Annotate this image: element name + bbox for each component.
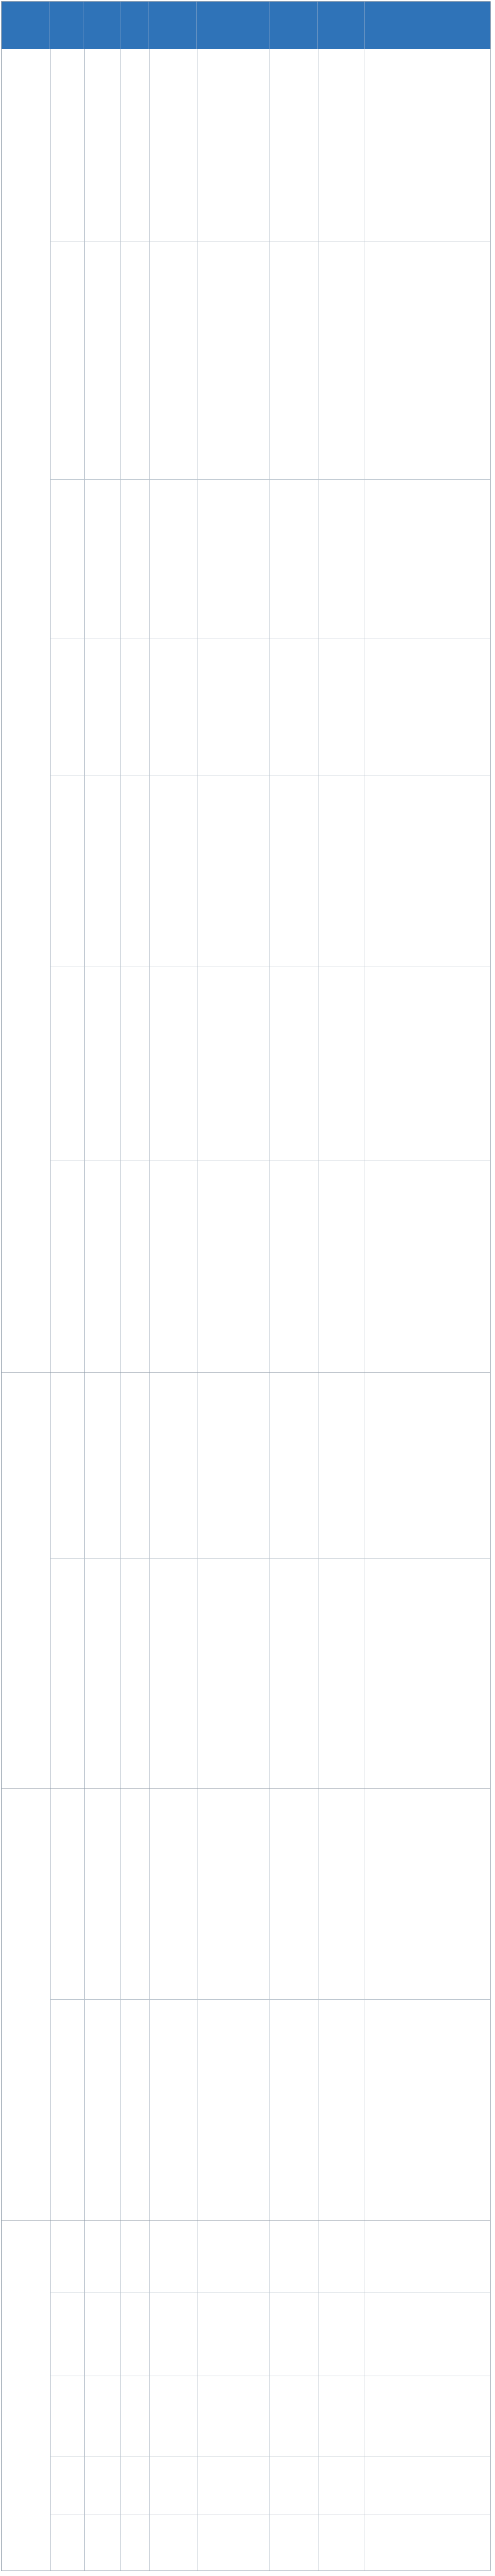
header-cell — [318, 2, 365, 49]
header-cell — [270, 2, 318, 49]
column-divider — [120, 49, 121, 2570]
column-divider — [149, 49, 150, 2570]
header-cell — [149, 2, 197, 49]
header-cell — [84, 2, 120, 49]
header-cell — [197, 2, 270, 49]
row-divider — [50, 1558, 491, 1559]
group-divider — [2, 1372, 490, 1373]
table-header — [2, 2, 490, 49]
group-divider — [2, 2220, 490, 2221]
column-divider — [50, 49, 51, 2570]
group-divider — [2, 1788, 490, 1789]
header-cell — [50, 2, 84, 49]
row-divider — [50, 479, 491, 480]
header-cell — [120, 2, 149, 49]
row-divider — [50, 1999, 491, 2000]
column-divider — [84, 49, 85, 2570]
header-cell — [2, 2, 50, 49]
header-cell — [365, 2, 491, 49]
recruitment-table — [1, 1, 491, 2571]
